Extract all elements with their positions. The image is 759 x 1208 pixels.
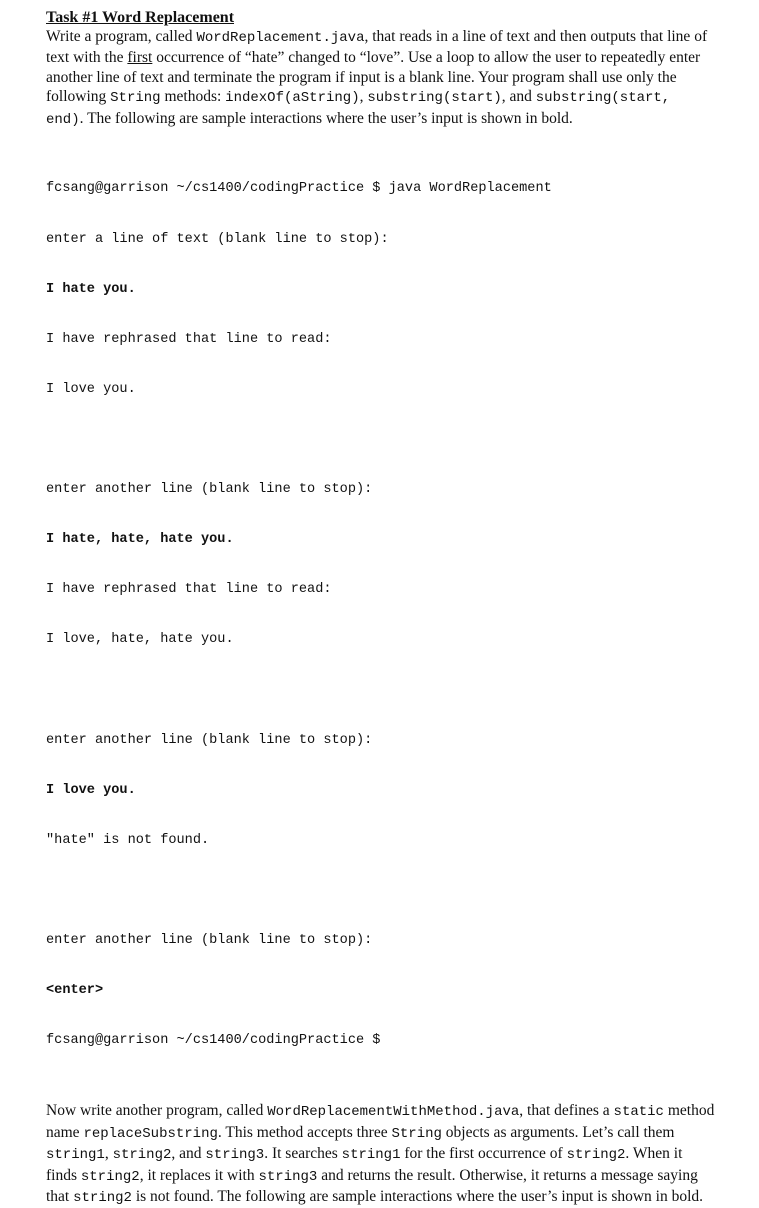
text-run: . The following are sample interactions where the user’s input is shown in bold. [79,109,573,127]
code-filename: WordReplacement.java [196,30,365,46]
code-var: string2 [73,1189,132,1206]
text-run: methods: [160,88,226,106]
code-var: string2 [566,1147,626,1164]
document-page [46,8,716,1208]
text-run: Now write another program, called [46,1102,268,1120]
program-output: I have rephrased that line to read: [46,582,332,598]
user-input: I hate, hate, hate you. [46,532,234,548]
text-run: is not found. The following are sample interactions where the user’s input is shown in bold. [131,1187,704,1205]
text-run: , [104,1145,113,1163]
shell-command: fcsang@garrison ~/cs1400/codingPractice $ java WordReplacement [46,181,552,197]
code-var: string3 [205,1147,265,1164]
program-output: I love you. [46,381,136,397]
program-output: I have rephrased that line to read: [46,331,332,347]
code-keyword: static [613,1104,664,1121]
task-title: Task #1 Word Replacement [46,9,235,26]
text-run: , that defines a [519,1102,614,1120]
program-prompt: enter another line (blank line to stop): [46,732,373,748]
text-run: . It searches [264,1145,342,1163]
code-var: string1 [46,1147,105,1164]
text-run: occurrence of “hate” changed to “love”. Use a loop to allow the user to repeatedly enter another line of text and terminate the program if input is a blank line. Your program shall use only the following [46,49,701,106]
code-type: String [391,1125,442,1142]
text-run: , [359,88,368,106]
program-prompt: enter another line (blank line to stop): [46,482,373,498]
program-output: "hate" is not found. [46,832,210,848]
text-run: . When it finds [46,1145,683,1184]
code-var: string2 [80,1168,140,1185]
program-prompt: enter a line of text (blank line to stop): [46,231,389,247]
user-input: I hate you. [46,281,136,297]
code-type: String [110,90,161,107]
code-var: string3 [258,1168,318,1185]
code-method: replaceSubstring [83,1125,218,1142]
text-run: , and [501,88,536,106]
program-prompt: enter another line (blank line to stop): [46,933,373,949]
text-run: . This method accepts three [217,1123,392,1141]
text-run: method name [46,1102,715,1141]
text-run: , that reads in a line of text and then outputs that line of text with the [46,28,708,67]
text-run: Write a program, called [46,28,197,45]
code-method: substring(start, end) [46,90,671,128]
text-run: and returns the result. Otherwise, it returns a message saying that [46,1166,698,1205]
text-run: for the first occurrence of [400,1145,567,1163]
shell-prompt: fcsang@garrison ~/cs1400/codingPractice $ [46,1033,381,1049]
terminal-session [46,148,716,1083]
underlined-word: first [127,49,153,67]
task-description [46,27,716,130]
text-run: , it replaces it with [139,1166,259,1184]
user-input: <enter> [46,983,104,999]
program-output: I love, hate, hate you. [46,632,234,648]
code-method: indexOf(aString) [225,90,360,107]
user-input: I love you. [46,782,136,798]
code-var: string1 [341,1147,401,1164]
text-run: objects as arguments. Let’s call them [441,1123,675,1141]
code-var: string2 [112,1147,172,1164]
task-description-2 [46,1101,716,1208]
text-run: , and [171,1145,206,1163]
code-filename: WordReplacementWithMethod.java [267,1104,520,1121]
code-method: substring(start) [367,90,502,107]
